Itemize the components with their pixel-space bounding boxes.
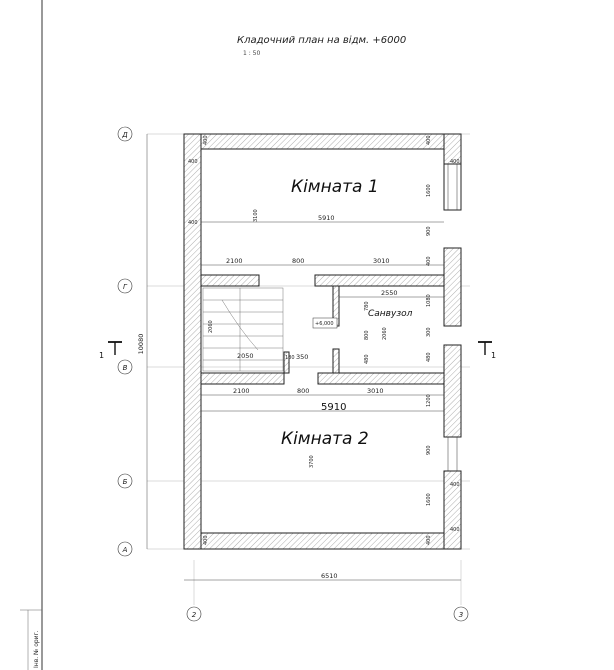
axis-bubble-v	[118, 360, 132, 374]
dim-room1-depth: 3100	[253, 209, 259, 222]
dim-row2-2: 3010	[367, 387, 384, 395]
section-marker-right	[478, 342, 496, 360]
dim-row1-0: 2100	[226, 257, 243, 265]
dim-overall-width: 6510	[321, 572, 338, 580]
dim-room1-window: 1600	[426, 184, 432, 197]
window-right-1-frame	[444, 164, 461, 210]
axis-bubble-3	[454, 607, 468, 621]
room-label-room2: Кімната 2	[281, 429, 369, 449]
svg-text:1: 1	[491, 351, 497, 360]
dim-room2-top: 1200	[426, 394, 432, 407]
wall-inner-lower-right	[318, 373, 444, 384]
dim-inner-width-top: 5910	[318, 214, 335, 222]
dim-bath-height: 2060	[382, 327, 388, 340]
dim-stair-small-1: 180	[285, 355, 295, 361]
dim-row2-0: 2100	[233, 387, 250, 395]
axis-bubble-a	[118, 542, 132, 556]
wall-inner-lower-left	[201, 373, 284, 384]
dim-overall-height: 10080	[137, 333, 145, 355]
axis-bubble-d	[118, 127, 132, 141]
dim-bath-right-3: 480	[426, 352, 432, 362]
dim-row2-1: 800	[297, 387, 310, 395]
room-label-bathroom: Санвузол	[368, 309, 413, 319]
dim-row1-1: 800	[292, 257, 305, 265]
wall-inner-upper-left	[201, 275, 259, 286]
dim-stair-small-2: 350	[296, 353, 309, 361]
dim-room2-pier: 900	[426, 445, 432, 455]
dim-wall-bottom-left: 400	[203, 535, 209, 545]
svg-text:А: А	[122, 546, 128, 554]
svg-text:3: 3	[458, 611, 464, 619]
drawing-scale: 1 : 50	[243, 50, 261, 57]
dim-wall-left-1: 400	[188, 159, 198, 165]
dim-inner-width-mid: 5910	[321, 402, 347, 413]
svg-text:Б: Б	[122, 478, 128, 486]
dim-bath-lower: 480	[364, 354, 370, 364]
dim-wall-bottom-right: 400	[426, 535, 432, 545]
dim-stair-height: 2060	[208, 320, 214, 333]
dim-wall-right-1: 400	[450, 159, 460, 165]
wall-right-3	[444, 345, 461, 437]
svg-text:2: 2	[191, 611, 197, 619]
dim-bath-right-2: 300	[426, 327, 432, 337]
wall-right-2	[444, 248, 461, 326]
wall-left	[184, 134, 201, 549]
dim-wall-top-left: 400	[203, 135, 209, 145]
dim-wall-right-2: 400	[450, 482, 460, 488]
axis-bubble-2	[187, 607, 201, 621]
dim-room2-window: 1600	[426, 493, 432, 506]
section-marker-left	[99, 342, 122, 360]
dim-bath-door: 800	[364, 330, 370, 340]
bath-partition-bottom	[333, 349, 339, 373]
svg-text:Г: Г	[123, 283, 127, 291]
axis-bubble-b	[118, 474, 132, 488]
dim-wall-right-v1: 400	[426, 256, 432, 266]
wall-top	[184, 134, 461, 149]
stamp-text: Інв. № ориг.	[33, 630, 40, 668]
drawing-title: Кладочний план на відм. +6000	[237, 35, 407, 46]
dim-wall-left-2: 400	[188, 220, 198, 226]
svg-text:1: 1	[99, 351, 105, 360]
level-mark	[313, 318, 337, 328]
wall-inner-upper-right	[315, 275, 444, 286]
svg-text:+6,000: +6,000	[315, 321, 334, 327]
svg-text:Д: Д	[122, 131, 128, 139]
axis-bubble-g	[118, 279, 132, 293]
dim-stair-width: 2050	[237, 352, 254, 360]
dim-room2-depth: 3700	[309, 455, 315, 468]
dim-bath-right-1: 1080	[426, 294, 432, 307]
dim-row1-2: 3010	[373, 257, 390, 265]
dim-wall-top-right: 400	[426, 135, 432, 145]
dim-wall-right-3: 400	[450, 527, 460, 533]
room-label-room1: Кімната 1	[291, 177, 379, 197]
wall-bottom	[184, 533, 461, 549]
svg-text:В: В	[122, 364, 128, 372]
dim-bath-pier: 780	[364, 301, 370, 311]
dim-bath-width: 2550	[381, 289, 398, 297]
dim-room1-pier: 900	[426, 226, 432, 236]
